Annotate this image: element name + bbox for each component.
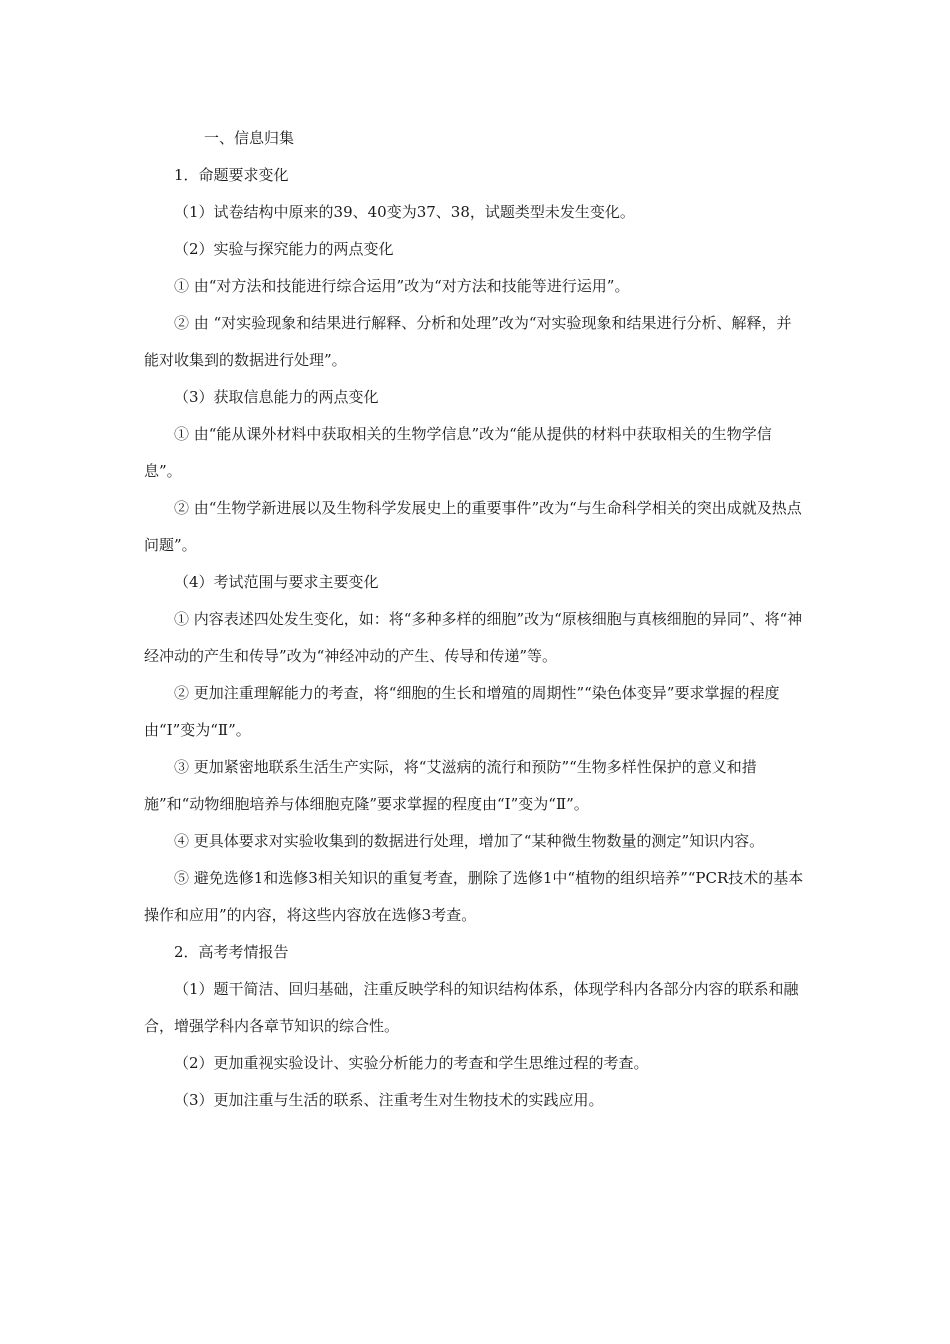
part1-paragraph-4d: ④ 更具体要求对实验收集到的数据进行处理，增加了“某种微生物数量的测定”知识内容。: [174, 832, 765, 850]
part1-paragraph-2b: ② 由 “对实验现象和结果进行解释、分析和处理”改为“对实验现象和结果进行分析、解释，并能对收集到的数据进行处理”。: [144, 314, 792, 369]
part1-paragraph-4c: ③ 更加紧密地联系生活生产实际，将“艾滋病的流行和预防”“生物多样性保护的意义和措施”和“动物细胞培养与体细胞克隆”要求掌握的程度由“Ⅰ”变为“Ⅱ”。: [144, 758, 757, 813]
part1-paragraph-3a: ① 由“能从课外材料中获取相关的生物学信息”改为“能从提供的材料中获取相关的生物学信息”。: [144, 425, 772, 480]
part1-paragraph-1: （1）试卷结构中原来的39、40变为37、38，试题类型未发生变化。: [174, 203, 635, 221]
part1-paragraph-2: （2）实验与探究能力的两点变化: [174, 240, 394, 258]
part2-heading: 2．高考考情报告: [174, 943, 289, 961]
document-page: [144, 120, 806, 1119]
section-title: 一、信息归集: [204, 129, 295, 147]
part1-paragraph-3: （3）获取信息能力的两点变化: [174, 388, 379, 406]
part1-paragraph-4b: ② 更加注重理解能力的考查，将“细胞的生长和增殖的周期性”“染色体变异”要求掌握的程度由“Ⅰ”变为“Ⅱ”。: [144, 684, 780, 739]
part2-paragraph-2: （2）更加重视实验设计、实验分析能力的考查和学生思维过程的考查。: [174, 1054, 649, 1072]
part2-paragraph-3: （3）更加注重与生活的联系、注重考生对生物技术的实践应用。: [174, 1091, 604, 1109]
part1-paragraph-3b: ② 由“生物学新进展以及生物科学发展史上的重要事件”改为“与生命科学相关的突出成就及热点问题”。: [144, 499, 802, 554]
part1-paragraph-4a: ① 内容表述四处发生变化，如：将“多种多样的细胞”改为“原核细胞与真核细胞的异同”、将“神经冲动的产生和传导”改为“神经冲动的产生、传导和传递”等。: [144, 610, 803, 665]
part1-paragraph-4: （4）考试范围与要求主要变化: [174, 573, 379, 591]
part1-heading: 1．命题要求变化: [174, 166, 289, 184]
part1-paragraph-2a: ① 由“对方法和技能进行综合运用”改为“对方法和技能等进行运用”。: [174, 277, 630, 295]
part1-paragraph-4e: ⑤ 避免选修1和选修3相关知识的重复考查，删除了选修1中“植物的组织培养”“PCR技术的基本操作和应用”的内容，将这些内容放在选修3考查。: [144, 869, 804, 924]
part2-paragraph-1: （1）题干简洁、回归基础，注重反映学科的知识结构体系，体现学科内各部分内容的联系和融合，增强学科内各章节知识的综合性。: [144, 980, 799, 1035]
